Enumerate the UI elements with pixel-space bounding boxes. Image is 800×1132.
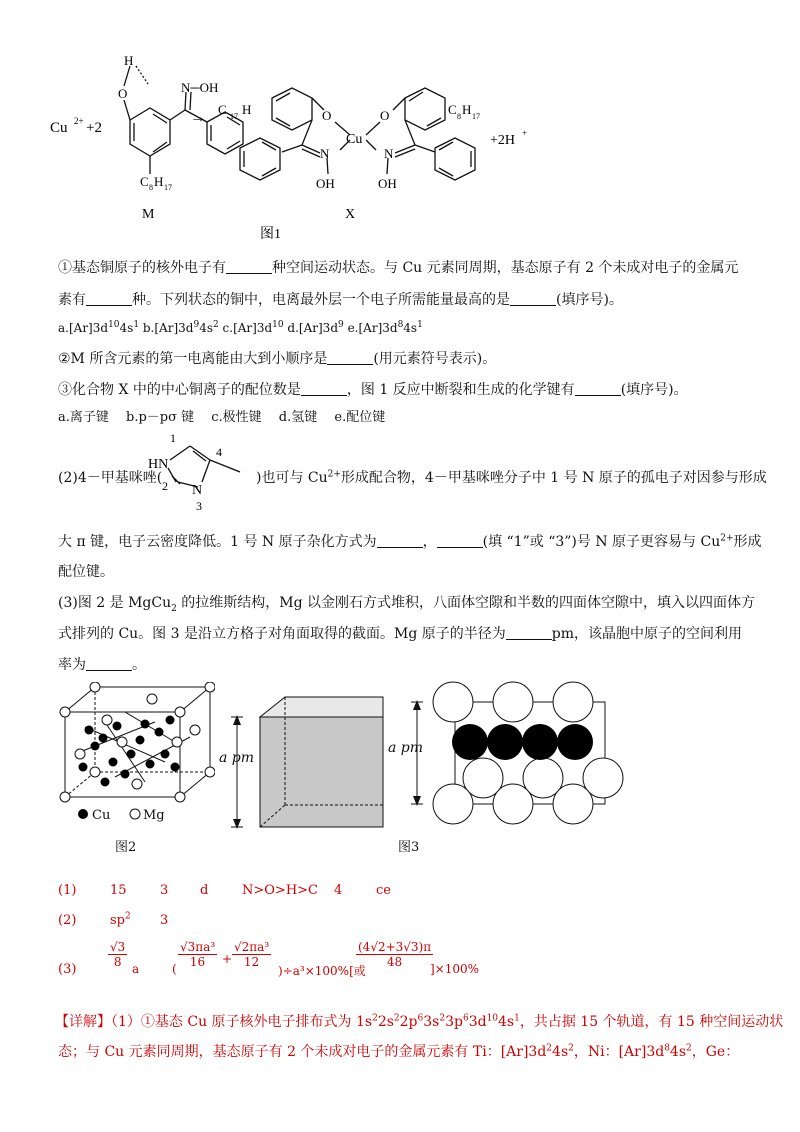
alkyl-c: C bbox=[140, 174, 149, 189]
x-atom-n-right: N bbox=[384, 146, 394, 161]
x-alkyl-right-h: H bbox=[462, 102, 472, 117]
x-atom-o-right: O bbox=[380, 108, 390, 123]
q1-line5: ③化合物 X 中的中心铜离子的配位数是 ，图 1 反应中断裂和生成的化学键有 (填序号)。 bbox=[58, 382, 688, 398]
q2-line1-post: )也可与 $Cu^{2+}$形成配合物，4－甲基咪唑分子中 1 号 N 原子的孤电子对因参与形成 bbox=[256, 469, 767, 486]
x-alkyl-left-c: C bbox=[218, 102, 227, 117]
atom-n-oh: N─OH bbox=[181, 80, 219, 95]
ring-hn: HN bbox=[148, 457, 169, 472]
plus-two: +2 bbox=[86, 120, 102, 136]
atom-o: O bbox=[118, 86, 128, 101]
ring-c4-number: 4 bbox=[216, 445, 222, 459]
q2-line1: (2)4－甲基咪唑( bbox=[58, 470, 163, 486]
q3-line2: 式排列的 Cu。图 3 是沿立方格子对角面取得的截面。Mg 原子的半径为 pm，该晶胞中原子的空间利用 bbox=[58, 626, 742, 642]
imidazole-ring-figure bbox=[140, 432, 258, 512]
reaction-arrow: → bbox=[190, 109, 206, 126]
legend-cu: Cu bbox=[92, 808, 111, 823]
fig1-caption: 图1 bbox=[260, 227, 281, 242]
q1-line4: ②M 所含元素的第一电离能由大到小顺序是 (用元素符号表示)。 bbox=[58, 351, 497, 367]
x-atom-n-left: N bbox=[320, 146, 330, 161]
figure3-cross-section bbox=[395, 680, 625, 830]
q2-line2: 大 π 键，电子云密度降低。1 号 N 原子杂化方式为 ， (填 “1”或 “3”)号 N 原子更容易与 $Cu^{2+}$形成 bbox=[58, 533, 762, 550]
cu-ion-charge: 2+ bbox=[74, 116, 84, 126]
q3-line1: (3)图 2 是 MgCu$_2$ 的拉维斯结构，Mg 以金刚石方式堆积，八面体空隙和半数的四面体空隙中，填入以四面体方 bbox=[58, 595, 756, 614]
label-m: M bbox=[142, 207, 155, 222]
product-h: +2H bbox=[490, 133, 516, 148]
answer-row-3: (3) $\frac{√3}{8}$ a ( $\frac{\text{√3πa³}}{16}$ + $\frac{\text{√2πa³}}{12}$ )÷a³×100%[或 $\frac{(4√2+3√3)\pi}{48}$ ]×100% bbox=[58, 940, 480, 978]
q1-line2: 素有 种。下列状态的铜中，电离最外层一个电子所需能量最高的是 (填序号)。 bbox=[58, 292, 623, 308]
x-alkyl-right-c8: 8 bbox=[457, 112, 461, 121]
x-oh-left: OH bbox=[316, 176, 335, 191]
ring-n1-number: 1 bbox=[170, 432, 176, 445]
figure2-unit-cell bbox=[55, 682, 215, 822]
legend-mg: Mg bbox=[143, 808, 165, 823]
alkyl-c-sub: 8 bbox=[149, 183, 153, 192]
x-copper: Cu bbox=[346, 132, 363, 147]
product-h-charge: + bbox=[522, 128, 528, 138]
q2-line3: 配位键。 bbox=[58, 564, 114, 580]
alkyl-h-sub: 17 bbox=[164, 183, 172, 192]
cube-a-pm: a pm bbox=[219, 750, 255, 766]
ring-n2-number: 2 bbox=[162, 479, 168, 493]
x-oh-right: OH bbox=[378, 176, 397, 191]
q1-line1: ①基态铜原子的核外电子有 种空间运动状态。与 Cu 元素同周期，基态原子有 2 个未成对电子的金属元 bbox=[58, 260, 739, 276]
fig3-caption: 图3 bbox=[398, 840, 420, 855]
cu-ion-label: Cu bbox=[50, 120, 68, 136]
x-alkyl-left-h: H bbox=[242, 102, 252, 117]
x-alkyl-left-h17: 17 bbox=[230, 112, 238, 121]
detail-line1: 【详解】（1）①基态 Cu 原子核外电子排布式为 $1s^22s^22p^63s^23p^63d^{10}4s^1$，共占据 15 个轨道，有 15 种空间运动状 bbox=[55, 1013, 784, 1030]
q3-line3: 率为 。 bbox=[58, 657, 146, 673]
answer-row-2: (2) $sp^2$ 3 bbox=[58, 911, 169, 928]
x-alkyl-right-h17: 17 bbox=[472, 112, 480, 121]
reaction-scheme-figure bbox=[50, 50, 550, 245]
label-x: X bbox=[345, 207, 356, 222]
detail-line2: 态；与 Cu 元素同周期，基态原子有 2 个未成对电子的金属元素有 Ti：$[Ar]3d^24s^2$，Ni：$[Ar]3d^84s^2$，Ge： bbox=[58, 1043, 740, 1060]
ring-n3-number: 3 bbox=[196, 499, 202, 512]
x-atom-o-left: O bbox=[322, 108, 332, 123]
fig2-caption: 图2 bbox=[115, 840, 137, 855]
answer-row-1: (1) 15 3 d N>O>H>C 4 ce bbox=[58, 883, 391, 898]
x-alkyl-left bbox=[218, 102, 227, 117]
fig3-a-pm: a pm bbox=[388, 740, 424, 756]
x-alkyl-right-c: C bbox=[448, 102, 457, 117]
atom-h: H bbox=[124, 53, 134, 68]
alkyl-h: H bbox=[154, 174, 164, 189]
ring-n3: N bbox=[192, 483, 203, 498]
q1-options: $a.[Ar]3d^{10}4s^1$ $b.[Ar]3d^94s^2$ $c.[Ar]3d^{10}$ $d.[Ar]3d^9$ $e.[Ar]3d^84s^1$ bbox=[58, 320, 423, 335]
q1-bond-options: a.离子键 b.p－pσ 键 c.极性键 d.氢键 e.配位键 bbox=[58, 410, 386, 425]
